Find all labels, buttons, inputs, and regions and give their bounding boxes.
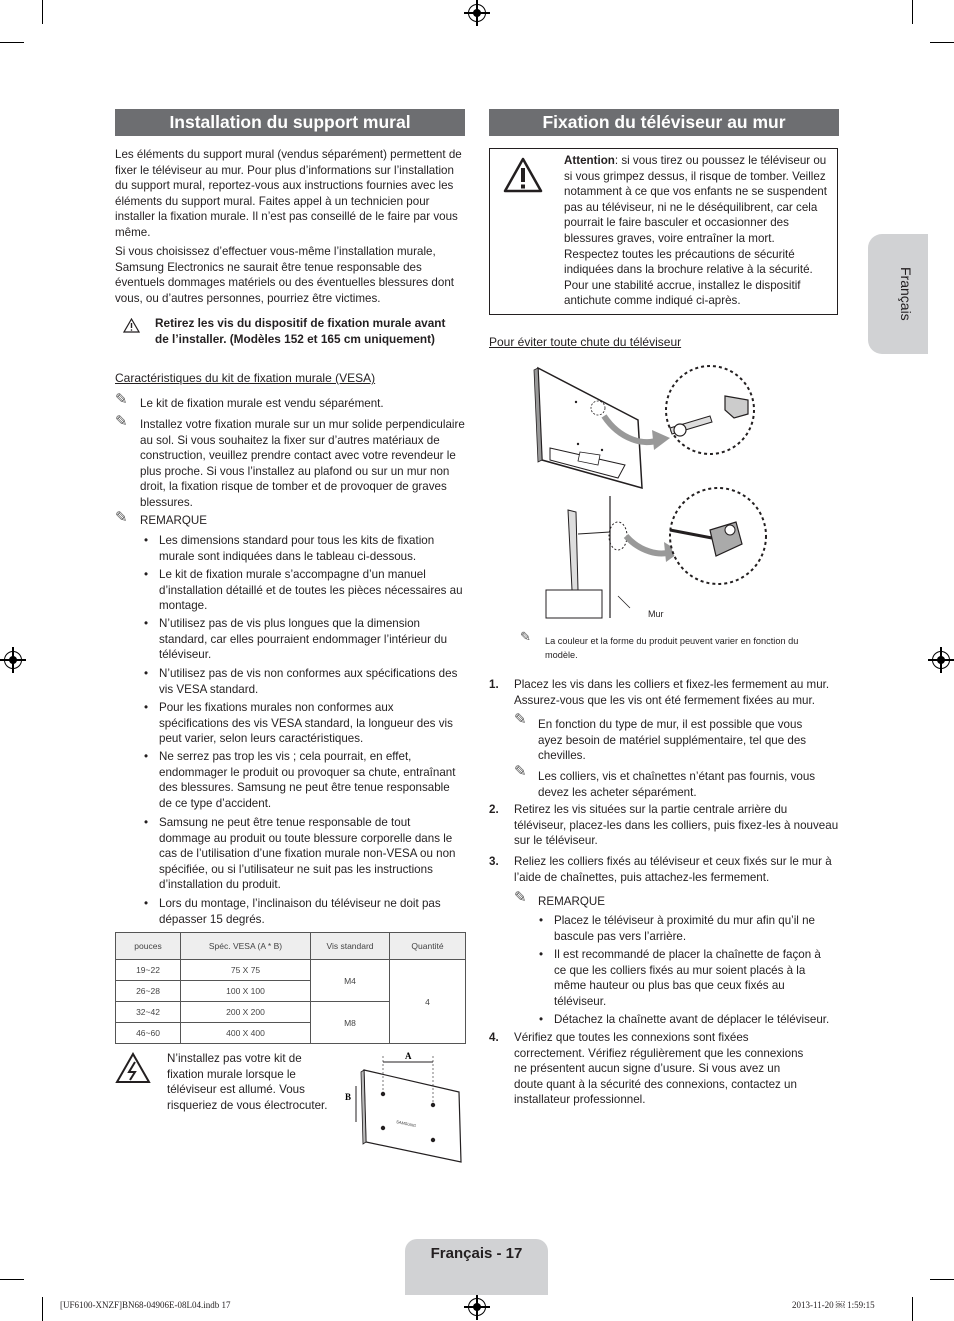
list-item: • Ne serrez pas trop les vis ; cela pourrait, en effet, endommager le produit ou provoquer sa chute, entraînant des blessures. Samsung ne peut être tenue responsable de ce type d’accident. [144, 750, 456, 810]
caution-icon [123, 318, 140, 333]
table-cell: M8 [311, 1002, 390, 1044]
note-pencil-icon: ✎ [514, 889, 527, 906]
note-pencil-icon: ✎ [514, 711, 527, 728]
page-number-tab [405, 1239, 548, 1295]
registration-mark-icon [468, 4, 486, 22]
intro-paragraph: Si vous choisissez d’effectuer vous-même l’installation murale, Samsung Electronics ne saurait être tenue responsable des éventuels dommages matériels ou des éventuelles blessures dont vous, ou d’autres personnes, pourriez être victimes. [115, 245, 454, 305]
table-header: Quantité [390, 933, 466, 960]
step-number: 2. [489, 803, 499, 816]
list-item: • N’utilisez pas de vis non conformes aux spécifications des vis VESA standard. [144, 667, 458, 696]
list-item: • Les dimensions standard pour tous les kits de fixation murale sont indiquées dans le tableau ci-dessous. [144, 534, 435, 563]
table-cell: 32~42 [116, 1002, 181, 1023]
remarque-label: REMARQUE [140, 514, 207, 527]
table-cell: 400 X 400 [181, 1023, 311, 1044]
table-cell: 100 X 100 [181, 981, 311, 1002]
section-title-wall-fixing: Fixation du téléviseur au mur [489, 109, 839, 136]
table-cell: 4 [390, 960, 466, 1044]
note-pencil-icon: ✎ [115, 509, 128, 526]
table-header-row [116, 933, 466, 960]
list-item: • Placez le téléviseur à proximité du mur afin qu’il ne bascule pas vers l’arrière. [539, 914, 815, 943]
dimension-b-label: B [345, 1092, 352, 1102]
brand-logo: SAMSUNG [395, 1119, 417, 1129]
vesa-table [115, 932, 466, 1044]
list-item: • Lors du montage, l’inclinaison du téléviseur ne doit pas dépasser 15 degrés. [144, 897, 441, 926]
shock-warning-text: N’installez pas votre kit de fixation murale lorsque le téléviseur est allumé. Vous risqueriez de vous électrocuter. [167, 1052, 328, 1112]
note-pencil-icon: ✎ [520, 629, 531, 644]
anti-tip-heading: Pour éviter toute chute du téléviseur [489, 335, 682, 349]
page-number: Français - 17 [430, 1245, 523, 1262]
table-cell: 19~22 [116, 960, 181, 981]
anti-tip-installation-diagram [520, 360, 770, 650]
table-cell: 46~60 [116, 1023, 181, 1044]
step-text: Vérifiez que toutes les connexions sont fixées correctement. Vérifiez régulièrement que les connexions ne présentent aucun signe d’usure. Si vous avez un doute quant à la sécurité des connexions, contactez un installateur professionnel. [514, 1031, 804, 1107]
note-text: Le kit de fixation murale est vendu séparément. [140, 397, 384, 410]
dimension-a-label: A [405, 1051, 412, 1061]
table-cell: 26~28 [116, 981, 181, 1002]
note-text: Les colliers, vis et chaînettes n’étant pas fournis, vous devez les acheter séparément. [538, 770, 816, 799]
table-cell: M4 [311, 960, 390, 1002]
color-note-text: La couleur et la forme du produit peuvent varier en fonction du modèle. [545, 636, 799, 660]
list-item: • Pour les fixations murales non conformes aux spécifications des vis VESA standard, la longueur des vis peut varier, selon leurs caractéristiques. [144, 701, 453, 746]
table-header: Vis standard [311, 933, 390, 960]
section-title-wall-mount: Installation du support mural [115, 109, 465, 136]
note-pencil-icon: ✎ [115, 413, 128, 430]
step-text: Reliez les colliers fixés au téléviseur et ceux fixés sur le mur à l’aide de chaînettes, puis attachez-les fermement. [514, 855, 832, 884]
note-pencil-icon: ✎ [514, 763, 527, 780]
step-number: 4. [489, 1031, 499, 1044]
table-row [116, 960, 466, 981]
vesa-dimension-diagram [341, 1050, 466, 1165]
note-text: En fonction du type de mur, il est possible que vous ayez besoin de matériel supplémentaire, tel que des chevilles. [538, 718, 807, 763]
remarque-label: REMARQUE [538, 895, 605, 908]
step-text: Placez les vis dans les colliers et fixez-les fermement au mur. Assurez-vous que les vis ont été fermement fixées au mur. [514, 678, 830, 707]
step-number: 1. [489, 678, 499, 691]
list-item: • Il est recommandé de placer la chaînette de façon à ce que les colliers fixés au mur soient placés à la même hauteur ou plus bas que ceux fixés au téléviseur. [539, 948, 821, 1008]
registration-mark-icon [468, 1298, 486, 1316]
table-header: Spéc. VESA (A * B) [181, 933, 311, 960]
electric-shock-warning-icon [115, 1052, 151, 1084]
list-item: • Samsung ne peut être tenue responsable de tout dommage au produit ou toute blessure corporelle dans le cas de l’utilisation d’une fixation murale non-VESA ou non spécifiée, ou si l’utilisateur ne suit pas les instructions d’installation du produit. [144, 816, 456, 892]
language-side-tab: Français [868, 234, 928, 354]
table-header: pouces [116, 933, 181, 960]
registration-mark-icon [4, 651, 22, 669]
print-date: 2013-11-20 ￼ 1:59:15 [792, 1300, 875, 1310]
list-item: • Le kit de fixation murale s’accompagne d’un manuel d’installation détaillé et de toutes les pièces nécessaires au montage. [144, 568, 463, 613]
note-pencil-icon: ✎ [115, 391, 128, 408]
note-text: Installez votre fixation murale sur un mur solide perpendiculaire au sol. Si vous souhaitez la fixer sur d’autres matériaux de construction, veuillez prendre contact avec votre revendeur le plus proche. Si vous l’installez au plafond ou sur un mur non droit, la fixation risque de tomber et de provoquer de graves blessures. [140, 418, 465, 509]
warning-icon [503, 157, 543, 193]
vesa-heading: Caractéristiques du kit de fixation murale (VESA) [115, 371, 376, 385]
table-cell: 200 X 200 [181, 1002, 311, 1023]
attention-text: Attention: si vous tirez ou poussez le téléviseur ou si vous grimpez dessus, il risque de tomber. Veillez notamment à ce que vos enfants ne se suspendent pas au téléviseur, ni ne le déséquilibrent, car cela pourrait le faire basculer et occasionner des blessures graves, voire entraîner la mort. Respectez toutes les précautions de sécurité indiquées dans la brochure relative à la sécurité. Pour une stabilité accrue, installez le dispositif antichute comme indiqué ci-après. [564, 154, 827, 308]
table-cell: 75 X 75 [181, 960, 311, 981]
attention-label: Attention [564, 154, 615, 167]
intro-paragraph: Les éléments du support mural (vendus séparément) permettent de fixer le téléviseur au mur. Pour plus d’informations sur l’installation du support mural, reportez-vous aux instructions fournies avec les éléments du support mural. Faites appel à un technicien pour installer la fixation murale. Il n’est pas conseillé de le faire par vous même. [115, 148, 462, 239]
registration-mark-icon [932, 651, 950, 669]
step-text: Retirez les vis situées sur la partie centrale arrière du téléviseur, placez-les dans les colliers, puis fixez-les à nouveau sur le téléviseur. [514, 803, 839, 848]
step-number: 3. [489, 855, 499, 868]
list-item: • Détachez la chaînette avant de déplacer le téléviseur. [539, 1013, 830, 1026]
caution-text: Retirez les vis du dispositif de fixation murale avant de l’installer. (Modèles 152 et 165 cm uniquement) [155, 316, 446, 346]
wall-label: Mur [648, 609, 664, 619]
list-item: • N’utilisez pas de vis plus longues que la dimension standard, car elles pourraient endommager l’intérieur du téléviseur. [144, 617, 448, 662]
file-info: [UF6100-XNZF]BN68-04906E-08L04.indb 17 [60, 1300, 231, 1310]
